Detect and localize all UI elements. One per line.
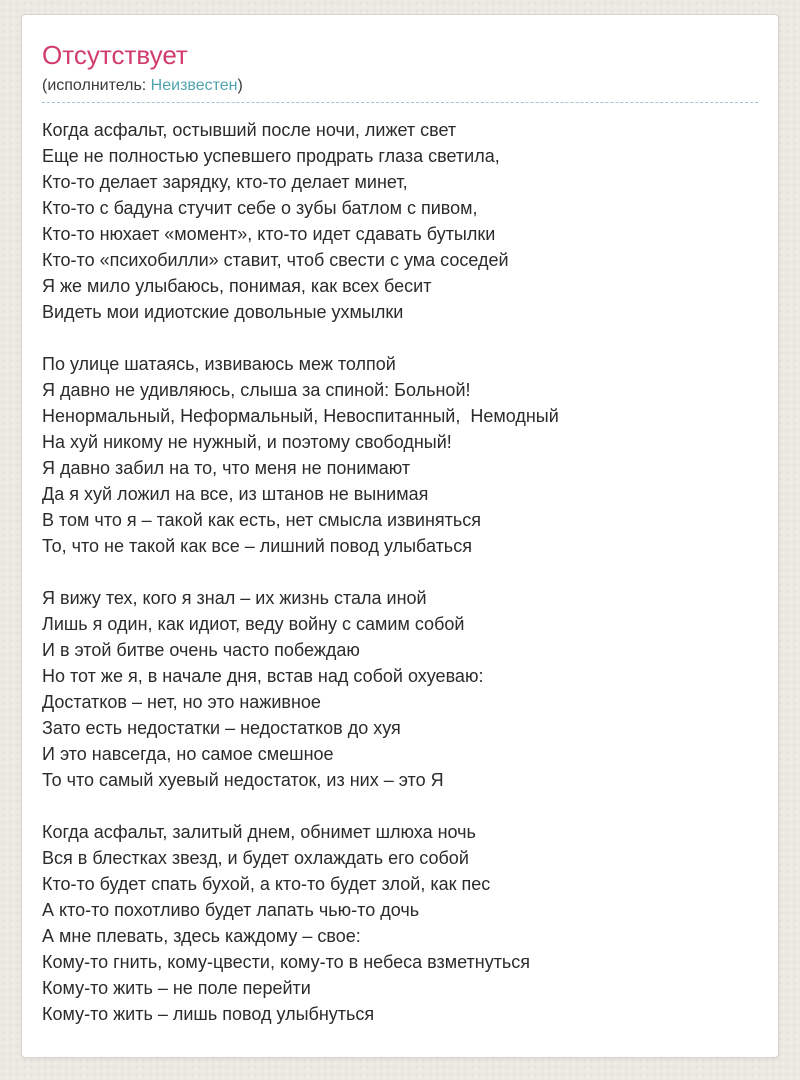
lyric-line: Я же мило улыбаюсь, понимая, как всех бесит [42,276,432,297]
stanza [42,585,758,793]
song-title: Отсутствует [42,40,188,70]
lyric-line: Кому-то жить – лишь повод улыбнуться [42,1004,375,1025]
lyric-line: Ненормальный, Неформальный, Невоспитанный, Немодный [42,406,559,427]
lyric-line: Когда асфальт, остывший после ночи, лижет свет [42,120,457,141]
dashed-divider [42,102,758,103]
lyric-line: Видеть мои идиотские довольные ухмылки [42,302,404,323]
lyric-line: Кому-то гнить, кому-цвести, кому-то в небеса взметнуться [42,952,531,973]
lyric-line: Я давно забил на то, что меня не понимают [42,458,411,479]
artist-label-suffix: ) [237,76,243,94]
lyrics-card [21,14,779,1058]
lyric-line: То, что не такой как все – лишний повод улыбаться [42,536,472,557]
lyric-line: Зато есть недостатки – недостатков до хуя [42,718,401,739]
lyric-line: На хуй никому не нужный, и поэтому свободный! [42,432,452,453]
lyric-line: То что самый хуевый недостаток, из них – это Я [42,770,444,791]
lyric-line: Я вижу тех, кого я знал – их жизнь стала иной [42,588,427,609]
lyric-line: Когда асфальт, залитый днем, обнимет шлюха ночь [42,822,476,843]
lyric-line: Кто-то с бадуна стучит себе о зубы батлом с пивом, [42,198,478,219]
artist-link[interactable]: Неизвестен [150,76,238,94]
lyric-line: Я давно не удивляюсь, слыша за спиной: Больной! [42,380,471,401]
lyric-line: А мне плевать, здесь каждому – свое: [42,926,361,947]
lyric-line: Но тот же я, в начале дня, встав над собой охуеваю: [42,666,484,687]
lyric-line: Кто-то нюхает «момент», кто-то идет сдавать бутылки [42,224,496,245]
lyric-line: И это навсегда, но самое смешное [42,744,334,765]
stanza [42,117,758,325]
lyric-line: Кто-то «психобилли» ставит, чтоб свести с ума соседей [42,250,509,271]
lyric-line: Еще не полностью успевшего продрать глаза светила, [42,146,500,167]
lyric-line: Кто-то будет спать бухой, а кто-то будет злой, как пес [42,874,491,895]
stanza [42,351,758,559]
artist-label-prefix: (исполнитель: [42,76,151,94]
lyric-line: В том что я – такой как есть, нет смысла извиняться [42,510,482,531]
lyric-line: По улице шатаясь, извиваюсь меж толпой [42,354,396,375]
lyrics [42,117,758,1027]
lyric-line: Да я хуй ложил на все, из штанов не вынимая [42,484,429,505]
stanza [42,819,758,1027]
lyric-line: И в этой битве очень часто побеждаю [42,640,360,661]
artist-line [42,76,758,95]
lyric-line: Вся в блестках звезд, и будет охлаждать его собой [42,848,469,869]
lyric-line: Лишь я один, как идиот, веду войну с самим собой [42,614,465,635]
lyric-line: Кому-то жить – не поле перейти [42,978,311,999]
lyric-line: Достатков – нет, но это наживное [42,692,321,713]
lyric-line: А кто-то похотливо будет лапать чью-то дочь [42,900,420,921]
lyric-line: Кто-то делает зарядку, кто-то делает минет, [42,172,408,193]
